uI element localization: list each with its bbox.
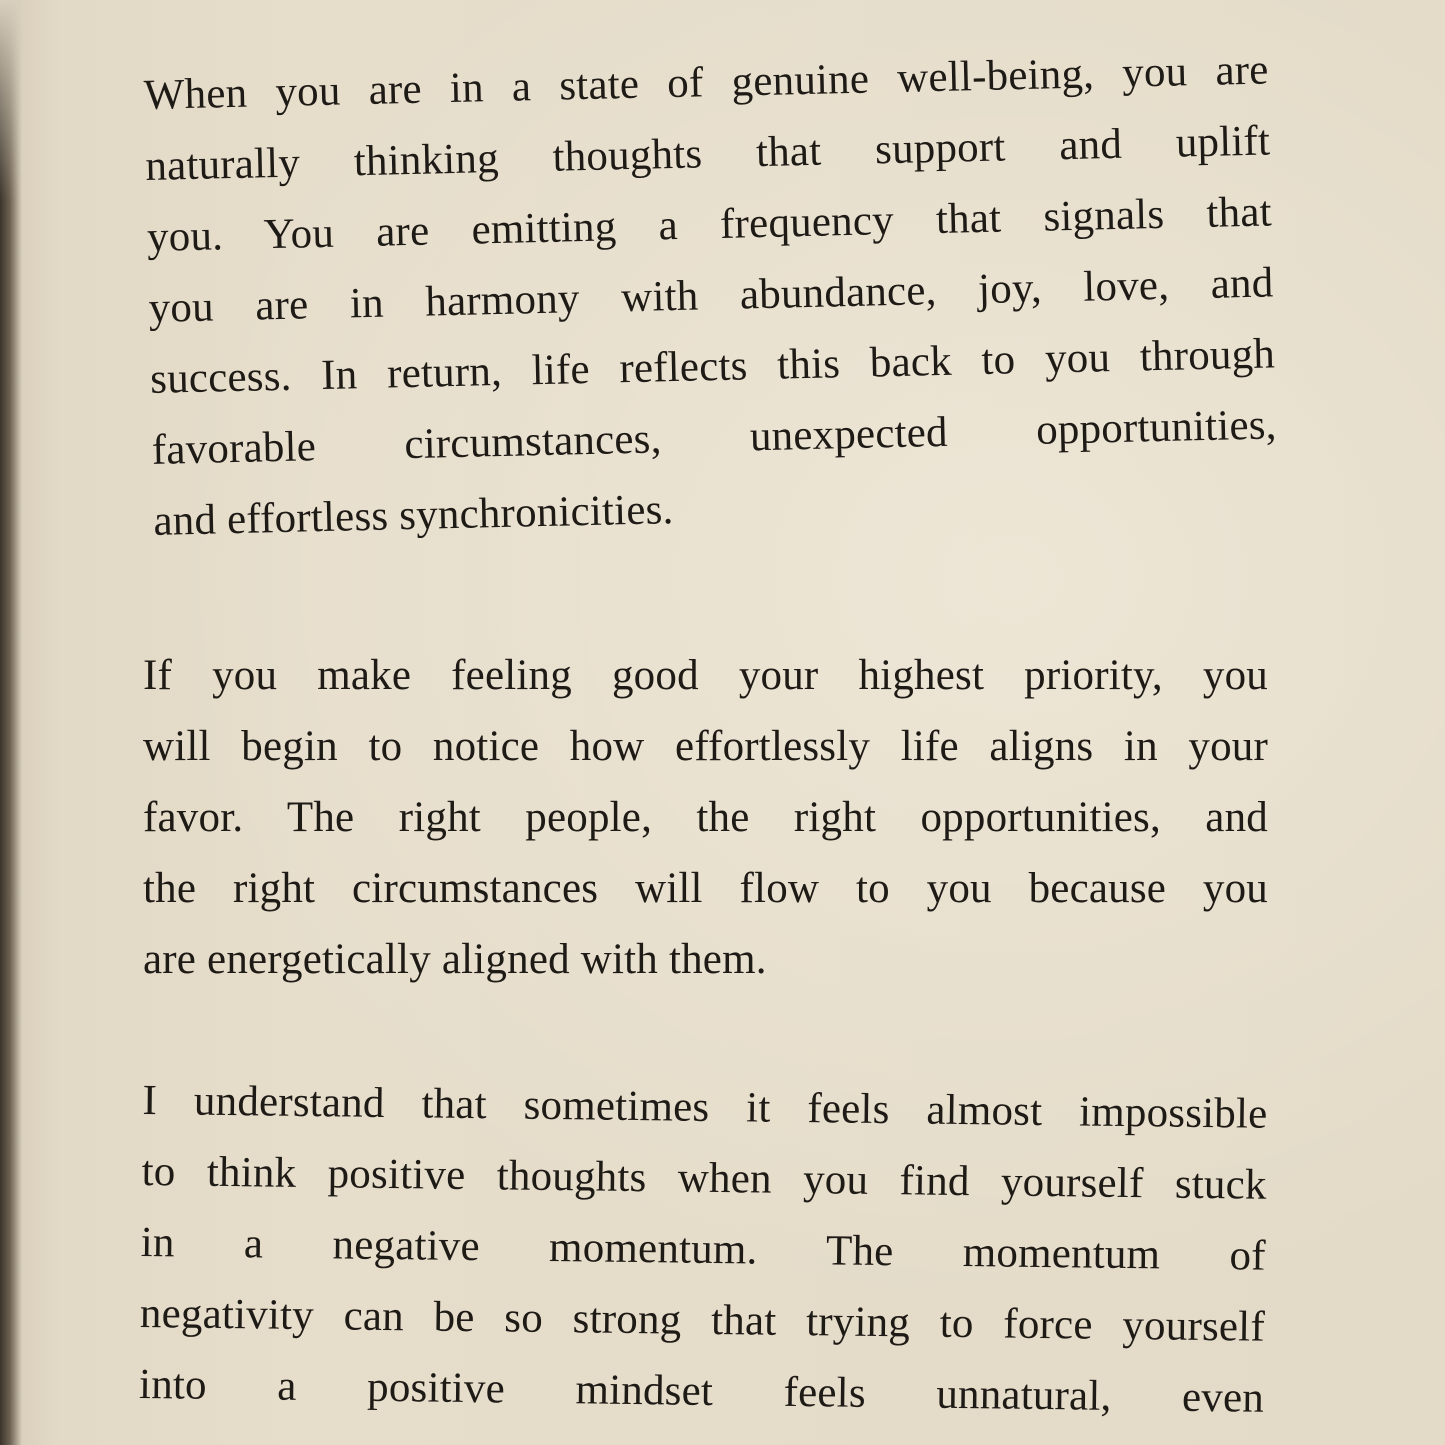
paragraph-2 [143,640,1268,995]
paragraph-1 [143,34,1279,556]
paragraph-line: favorable circumstances, unexpected opportunities, [151,401,1278,474]
paragraph-line: to think positive thoughts when you find yourself stuck [141,1147,1267,1209]
paragraph-line: If you make feeling good your highest priority, you [143,652,1268,699]
paragraph-line: will begin to notice how effortlessly life aligns in your [143,723,1268,770]
paragraph-line: are energetically aligned with them. [143,936,767,983]
paragraph-line: I understand that sometimes it feels almost impossible [142,1076,1268,1138]
paragraph-line: success. In return, life reflects this back to you through [149,330,1276,403]
paragraph-line: in a negative momentum. The momentum of [140,1218,1267,1280]
binding-shadow [0,0,22,1445]
paragraph-line: naturally thinking thoughts that support and uplift [144,117,1271,190]
paragraph-line: favor. The right people, the right opportunities, and [143,794,1268,841]
paragraph-line: the right circumstances will flow to you because you [143,865,1268,912]
binding-highlight [0,0,22,200]
paragraph-line: When you are in a state of genuine well-being, you are [143,46,1270,119]
paragraph-line: you. You are emitting a frequency that signals that [146,188,1273,261]
paragraph-3 [139,1065,1268,1434]
paragraph-line: and effortless synchronicities. [152,486,674,545]
paragraph-line: into a positive mindset feels unnatural, even [138,1360,1265,1422]
paragraph-line: you are in harmony with abundance, joy, love, and [148,259,1274,332]
paragraph-line: negativity can be so strong that trying to force yourself [139,1289,1266,1351]
